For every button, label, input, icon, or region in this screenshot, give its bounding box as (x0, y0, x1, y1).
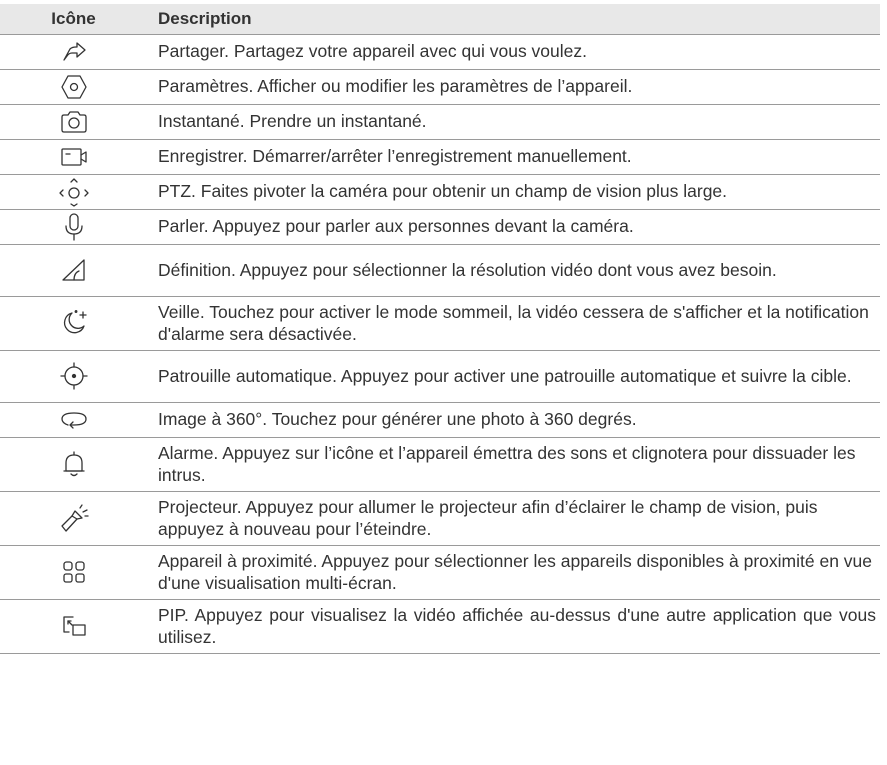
table-row (0, 209, 880, 244)
video-record-icon (59, 145, 89, 169)
row-description: Définition. Appuyez pour sélectionner la résolution vidéo dont vous avez besoin. (158, 259, 777, 280)
spotlight-flashlight-icon (58, 502, 90, 534)
row-description: Instantané. Prendre un instantané. (158, 111, 427, 131)
table-row (0, 545, 880, 599)
table-row (0, 437, 880, 491)
row-description: Enregistrer. Démarrer/arrêter l’enregistrement manuellement. (158, 146, 632, 166)
row-description: Alarme. Appuyez sur l’icône et l’appareil émettra des sons et clignotera pour dissuader les intrus. (158, 442, 856, 485)
row-description: Appareil à proximité. Appuyez pour sélectionner les appareils disponibles à proximité en vue d'une visualisation multi-écran. (158, 550, 873, 593)
nearby-devices-grid-icon (61, 559, 87, 585)
table-row (0, 599, 880, 653)
icon-description-table (0, 4, 880, 654)
row-description: Partager. Partagez votre appareil avec qui vous voulez. (158, 41, 587, 61)
table-row (0, 244, 880, 296)
alarm-bell-icon (61, 450, 87, 478)
table-row (0, 34, 880, 69)
table-row (0, 174, 880, 209)
table-row (0, 104, 880, 139)
sleep-moon-icon (60, 309, 88, 337)
row-description: Projecteur. Appuyez pour allumer le projecteur afin d’éclairer le champ de vision, puis appuyez à nouveau pour l’éteindre. (158, 496, 818, 539)
row-description: PTZ. Faites pivoter la caméra pour obtenir un champ de vision plus large. (158, 181, 728, 201)
pip-icon (60, 613, 88, 639)
microphone-icon (62, 212, 86, 242)
camera-snapshot-icon (59, 109, 89, 135)
header-icon: Icône (51, 8, 96, 28)
table-row (0, 491, 880, 545)
row-description: Parler. Appuyez pour parler aux personnes devant la caméra. (158, 216, 634, 236)
auto-patrol-target-icon (59, 361, 89, 391)
table-row (0, 69, 880, 104)
row-description: Paramètres. Afficher ou modifier les paramètres de l’appareil. (158, 76, 633, 96)
table-row (0, 350, 880, 402)
table-row (0, 296, 880, 350)
definition-icon (60, 257, 88, 283)
ptz-icon (57, 177, 91, 207)
row-description: Patrouille automatique. Appuyez pour activer une patrouille automatique et suivre la cible. (158, 365, 852, 386)
table-row (0, 402, 880, 437)
table-row (0, 139, 880, 174)
icon-description-table-wrapper (0, 4, 880, 654)
row-description: Veille. Touchez pour activer le mode sommeil, la vidéo cessera de s'afficher et la notification d'alarme sera désactivée. (158, 301, 869, 344)
table-header-row (0, 4, 880, 34)
row-description: PIP. Appuyez pour visualisez la vidéo affichée au-dessus d'une autre application que vous utilisez. (158, 604, 876, 647)
header-description: Description (158, 8, 252, 28)
share-icon (60, 40, 88, 64)
row-description: Image à 360°. Touchez pour générer une photo à 360 degrés. (158, 409, 637, 429)
panorama-360-icon (59, 408, 89, 432)
settings-hexagon-icon (60, 74, 88, 100)
